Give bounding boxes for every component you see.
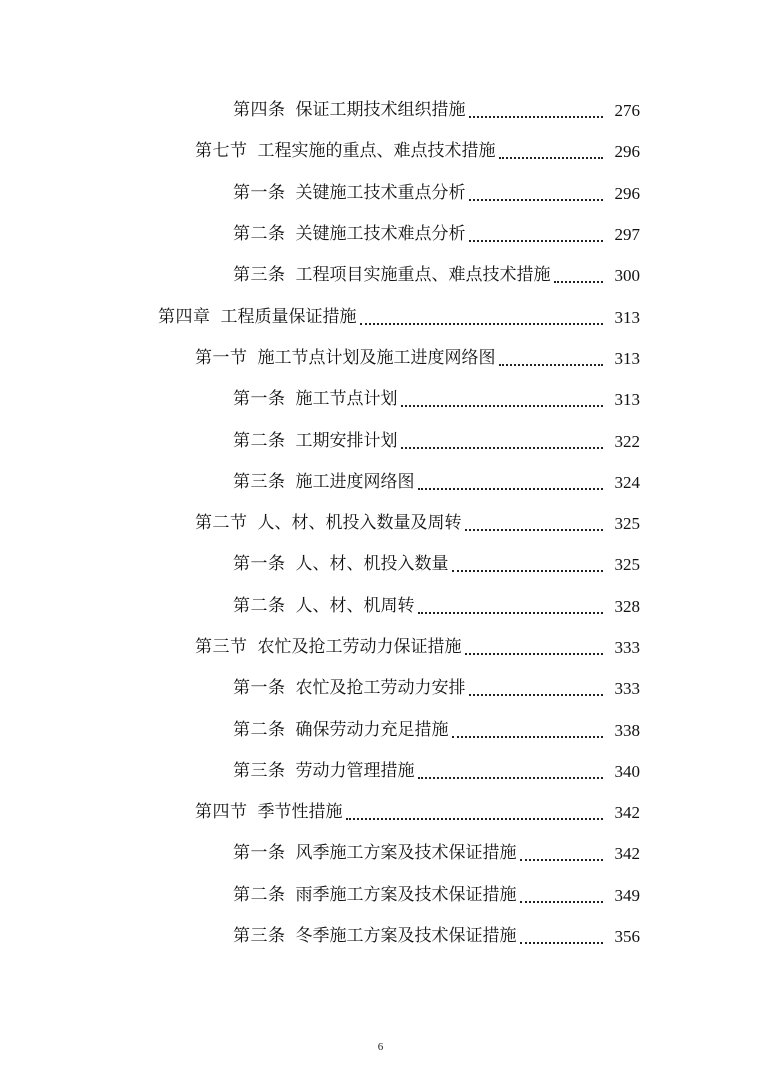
toc-entry-line xyxy=(233,102,640,119)
toc-entry-numbering: 第七节 xyxy=(195,141,248,162)
toc-entry-line xyxy=(233,391,640,408)
toc-entry-title: 工程项目实施重点、难点技术措施 xyxy=(295,265,551,286)
toc-dot-leader xyxy=(401,446,604,449)
toc-entry-line xyxy=(233,595,640,616)
toc-entry-line xyxy=(233,680,640,697)
toc-entry-numbering: 第四章 xyxy=(158,306,211,327)
toc-dot-leader xyxy=(465,652,604,655)
toc-entry[interactable] xyxy=(0,627,761,668)
toc-entry[interactable] xyxy=(0,668,761,709)
toc-entry-title: 施工进度网络图 xyxy=(295,471,415,492)
toc-entry[interactable] xyxy=(0,420,761,461)
toc-dot-leader xyxy=(554,280,604,283)
toc-entry[interactable] xyxy=(0,296,761,337)
toc-entry-page-number: 333 xyxy=(614,679,640,699)
toc-entry-page-number: 300 xyxy=(614,266,640,286)
toc-dot-leader xyxy=(520,858,604,861)
toc-entry-page-number: 313 xyxy=(614,348,640,368)
toc-dot-leader xyxy=(452,735,604,738)
toc-entry-numbering: 第一条 xyxy=(233,554,286,575)
toc-entry[interactable] xyxy=(0,462,761,503)
toc-entry-numbering: 第三条 xyxy=(233,265,286,286)
toc-entry-title: 农忙及抢工劳动力安排 xyxy=(295,678,466,699)
toc-entry[interactable] xyxy=(0,833,761,874)
toc-entry-numbering: 第三条 xyxy=(233,471,286,492)
toc-entry-line xyxy=(158,306,640,327)
toc-entry-page-number: 313 xyxy=(614,390,640,410)
toc-entry-line xyxy=(233,719,640,740)
toc-entry-title: 施工节点计划 xyxy=(295,389,398,410)
toc-entry-title: 劳动力管理措施 xyxy=(295,760,415,781)
table-of-contents xyxy=(0,90,761,957)
toc-entry[interactable] xyxy=(0,379,761,420)
toc-entry-line xyxy=(233,182,640,203)
toc-entry-page-number: 349 xyxy=(614,885,640,905)
toc-entry-numbering: 第二条 xyxy=(233,884,286,905)
toc-entry[interactable] xyxy=(0,544,761,585)
toc-dot-leader xyxy=(499,363,604,366)
toc-entry-title: 确保劳动力充足措施 xyxy=(295,719,449,740)
toc-entry-line xyxy=(195,639,640,656)
toc-entry-line xyxy=(195,515,640,532)
toc-entry-line xyxy=(233,884,640,905)
toc-entry-numbering: 第二条 xyxy=(233,719,286,740)
toc-dot-leader xyxy=(418,487,604,490)
toc-entry[interactable] xyxy=(0,131,761,172)
toc-dot-leader xyxy=(499,156,604,159)
toc-entry[interactable] xyxy=(0,255,761,296)
toc-entry-numbering: 第四条 xyxy=(233,100,286,121)
toc-entry-title: 施工节点计划及施工进度网络图 xyxy=(257,347,496,368)
toc-entry-page-number: 325 xyxy=(614,555,640,575)
toc-entry-line xyxy=(233,267,640,284)
toc-entry-page-number: 338 xyxy=(614,720,640,740)
toc-dot-leader xyxy=(520,900,604,903)
toc-entry-numbering: 第三条 xyxy=(233,926,286,947)
toc-dot-leader xyxy=(520,941,604,944)
toc-entry[interactable] xyxy=(0,503,761,544)
toc-entry-line xyxy=(195,143,640,160)
toc-dot-leader xyxy=(418,776,604,779)
toc-entry-numbering: 第一条 xyxy=(233,182,286,203)
toc-entry-line xyxy=(195,804,640,821)
toc-entry-page-number: 356 xyxy=(614,927,640,947)
toc-entry-numbering: 第一条 xyxy=(233,389,286,410)
toc-entry-line xyxy=(233,226,640,243)
page-number-footer: 6 xyxy=(377,1041,384,1053)
toc-entry-title: 工期安排计划 xyxy=(295,430,398,451)
toc-entry-title: 人、材、机投入数量及周转 xyxy=(257,513,462,534)
toc-entry-numbering: 第三条 xyxy=(233,760,286,781)
toc-dot-leader xyxy=(469,239,604,242)
toc-entry-numbering: 第一条 xyxy=(233,843,286,864)
toc-entry-page-number: 342 xyxy=(614,803,640,823)
toc-dot-leader xyxy=(360,322,604,325)
toc-entry[interactable] xyxy=(0,214,761,255)
toc-entry-line xyxy=(233,430,640,451)
toc-dot-leader xyxy=(469,693,604,696)
toc-entry-line xyxy=(233,928,640,945)
toc-dot-leader xyxy=(418,611,604,614)
toc-entry-numbering: 第二条 xyxy=(233,595,286,616)
toc-entry-title: 风季施工方案及技术保证措施 xyxy=(295,843,517,864)
toc-entry[interactable] xyxy=(0,586,761,627)
toc-entry[interactable] xyxy=(0,173,761,214)
toc-entry-page-number: 313 xyxy=(614,307,640,327)
toc-dot-leader xyxy=(469,198,604,201)
toc-entry-numbering: 第一节 xyxy=(195,347,248,368)
toc-dot-leader xyxy=(346,817,604,820)
toc-entry-page-number: 276 xyxy=(614,101,640,121)
toc-entry-page-number: 328 xyxy=(614,596,640,616)
toc-entry-line xyxy=(233,760,640,781)
toc-entry-page-number: 296 xyxy=(614,142,640,162)
toc-entry-page-number: 324 xyxy=(614,472,640,492)
toc-dot-leader xyxy=(452,569,604,572)
toc-entry-title: 人、材、机投入数量 xyxy=(295,554,449,575)
toc-entry-line xyxy=(233,471,640,492)
toc-entry-numbering: 第二条 xyxy=(233,224,286,245)
toc-dot-leader xyxy=(465,528,604,531)
toc-entry-title: 关键施工技术重点分析 xyxy=(295,182,466,203)
toc-entry-title: 工程质量保证措施 xyxy=(220,306,357,327)
toc-entry[interactable] xyxy=(0,916,761,957)
toc-entry-title: 关键施工技术难点分析 xyxy=(295,224,466,245)
toc-entry[interactable] xyxy=(0,751,761,792)
toc-entry-title: 保证工期技术组织措施 xyxy=(295,100,466,121)
toc-entry[interactable] xyxy=(0,875,761,916)
toc-entry-title: 冬季施工方案及技术保证措施 xyxy=(295,926,517,947)
toc-dot-leader xyxy=(469,115,604,118)
toc-entry-title: 工程实施的重点、难点技术措施 xyxy=(257,141,496,162)
toc-entry[interactable] xyxy=(0,792,761,833)
toc-entry-title: 雨季施工方案及技术保证措施 xyxy=(295,884,517,905)
toc-entry-numbering: 第二条 xyxy=(233,430,286,451)
toc-entry[interactable] xyxy=(0,338,761,379)
toc-entry-page-number: 325 xyxy=(614,514,640,534)
toc-entry-numbering: 第三节 xyxy=(195,637,248,657)
toc-entry[interactable] xyxy=(0,709,761,750)
toc-entry-title: 季节性措施 xyxy=(257,802,343,823)
toc-dot-leader xyxy=(401,404,604,407)
toc-entry-numbering: 第二节 xyxy=(195,513,248,534)
toc-entry-numbering: 第一条 xyxy=(233,678,286,699)
toc-entry-page-number: 342 xyxy=(614,844,640,864)
toc-entry-title: 人、材、机周转 xyxy=(295,595,415,616)
toc-entry[interactable] xyxy=(0,90,761,131)
toc-entry-page-number: 333 xyxy=(614,638,640,657)
toc-entry-line xyxy=(195,347,640,368)
toc-entry-page-number: 297 xyxy=(614,225,640,245)
toc-entry-page-number: 296 xyxy=(614,183,640,203)
toc-entry-page-number: 340 xyxy=(614,761,640,781)
toc-entry-numbering: 第四节 xyxy=(195,802,248,823)
toc-entry-title: 农忙及抢工劳动力保证措施 xyxy=(257,637,462,657)
toc-entry-page-number: 322 xyxy=(614,431,640,451)
toc-entry-line xyxy=(233,556,640,573)
toc-entry-line xyxy=(233,845,640,862)
